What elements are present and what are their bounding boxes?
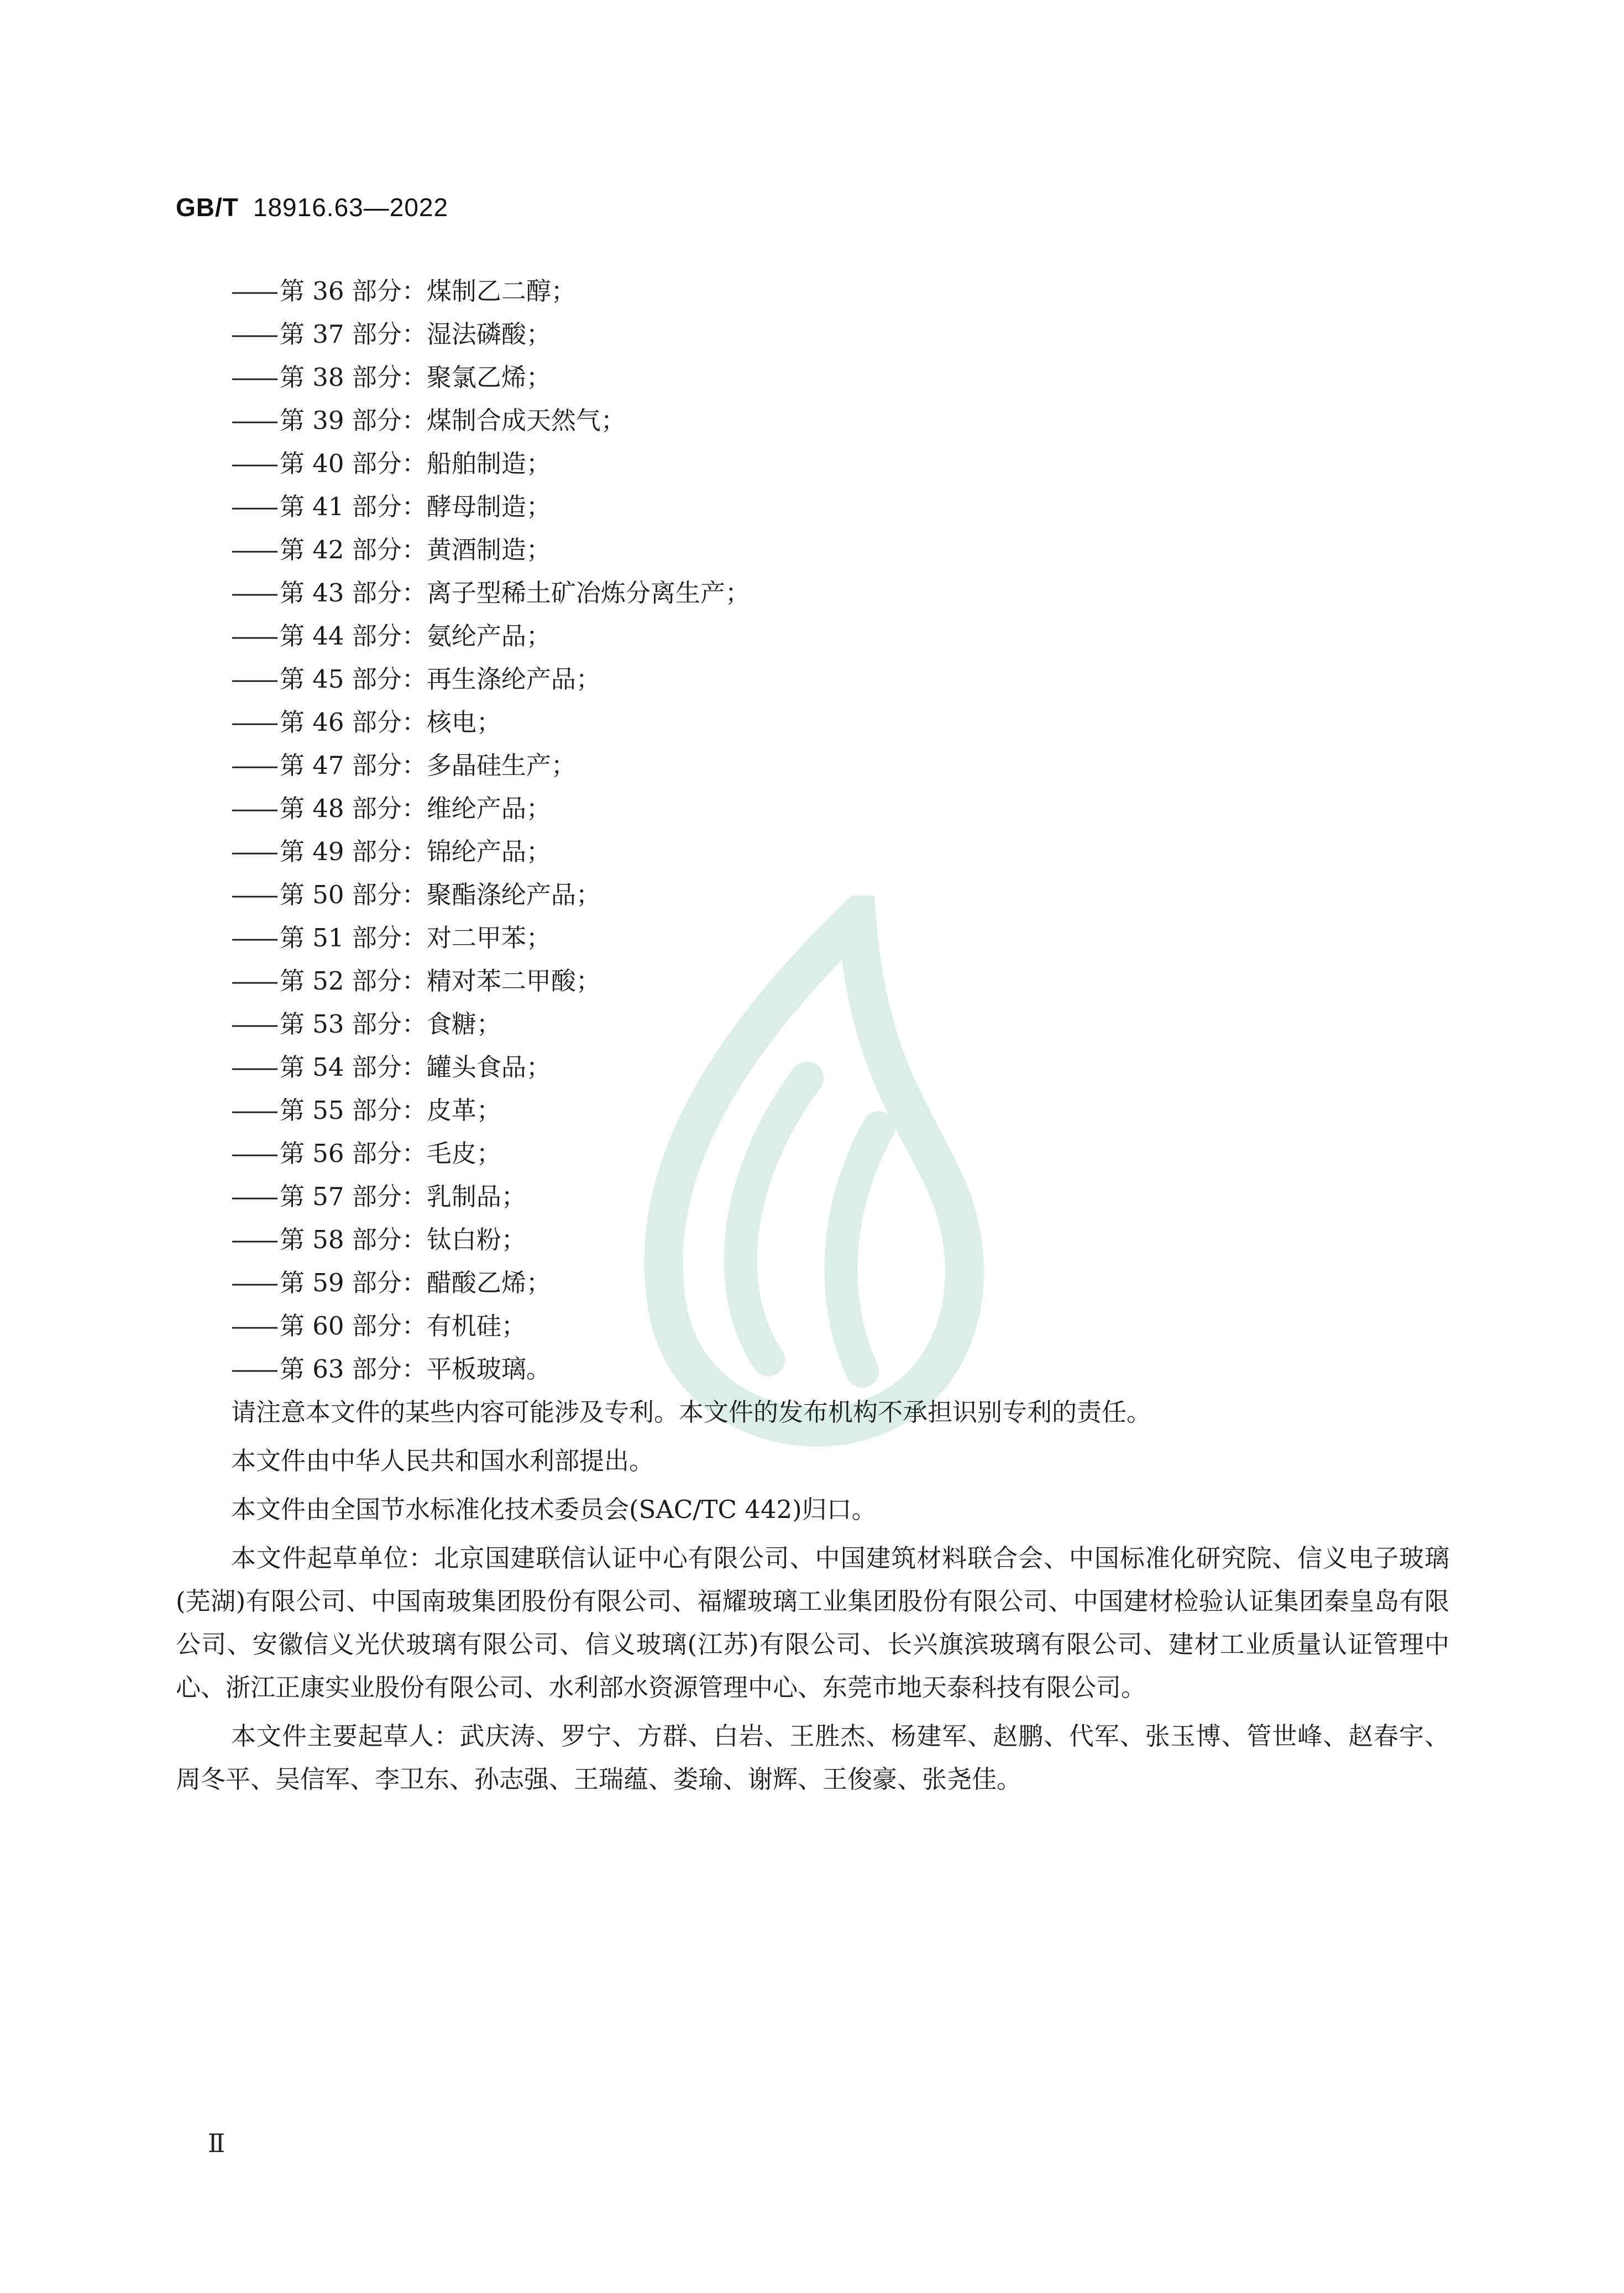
standard-number: 18916.63—2022: [253, 193, 449, 222]
watermark-inner-stroke: [841, 1128, 879, 1371]
list-item: —— 第 36 部分：煤制乙二醇；: [231, 276, 576, 306]
list-item: —— 第 37 部分：湿法磷酸；: [231, 320, 551, 349]
drafting-units: 本文件起草单位：北京国建联信认证中心有限公司、中国建筑材料联合会、中国标准化研究院、信义电子玻璃(芜湖)有限公司、中国南玻集团股份有限公司、福耀玻璃工业集团股份有限公司、中国建材检验认证集团秦皇岛有限公司、安徽信义光伏玻璃有限公司、信义玻璃(江苏)有限公司、长兴旗滨玻璃有限公司、建材工业质量认证管理中心、浙江正康实业股份有限公司、水利部水资源管理中心、东莞市地天泰科技有限公司。: [176, 1543, 1449, 1702]
list-item: —— 第 39 部分：煤制合成天然气；: [231, 406, 626, 435]
list-item: —— 第 60 部分：有机硅；: [231, 1311, 526, 1341]
watermark-middle-stroke: [741, 1078, 807, 1360]
committee-statement: 本文件由全国节水标准化技术委员会(SAC/TC 442)归口。: [231, 1495, 877, 1524]
list-item: —— 第 55 部分：皮革；: [231, 1096, 501, 1125]
list-item: —— 第 59 部分：醋酸乙烯；: [231, 1268, 551, 1297]
parts-list: [231, 270, 750, 1391]
list-item: —— 第 51 部分：对二甲苯；: [231, 923, 551, 952]
list-item: —— 第 49 部分：锦纶产品；: [231, 837, 551, 866]
list-item: —— 第 52 部分：精对苯二甲酸；: [231, 966, 601, 996]
standard-code: GB/T: [176, 193, 239, 222]
body-paragraphs: [176, 1391, 1449, 1801]
list-item: —— 第 50 部分：聚酯涤纶产品；: [231, 880, 601, 909]
patent-notice: 请注意本文件的某些内容可能涉及专利。本文件的发布机构不承担识别专利的责任。: [231, 1397, 1152, 1427]
list-item: —— 第 47 部分：多晶硅生产；: [231, 751, 576, 780]
list-item: —— 第 40 部分：船舶制造；: [231, 449, 551, 478]
list-item: —— 第 56 部分：毛皮；: [231, 1139, 501, 1168]
list-item: —— 第 63 部分：平板玻璃。: [231, 1354, 551, 1384]
list-item: —— 第 45 部分：再生涤纶产品；: [231, 664, 601, 694]
list-item: —— 第 46 部分：核电；: [231, 708, 501, 737]
proposer-statement: 本文件由中华人民共和国水利部提出。: [231, 1446, 654, 1475]
list-item: —— 第 41 部分：酵母制造；: [231, 492, 551, 521]
list-item: —— 第 53 部分：食糖；: [231, 1009, 501, 1039]
list-item: —— 第 48 部分：维纶产品；: [231, 794, 551, 823]
main-drafters: 本文件主要起草人：武庆涛、罗宁、方群、白岩、王胜杰、杨建军、赵鹏、代军、张玉博、管世峰、赵春宇、周冬平、吴信军、李卫东、孙志强、王瑞蕴、娄瑜、谢辉、王俊豪、张尧佳。: [176, 1721, 1449, 1794]
list-item: —— 第 57 部分：乳制品；: [231, 1182, 526, 1211]
list-item: —— 第 54 部分：罐头食品；: [231, 1053, 551, 1082]
list-item: —— 第 42 部分：黄酒制造；: [231, 535, 551, 564]
list-item: —— 第 43 部分：离子型稀土矿冶炼分离生产；: [231, 578, 750, 608]
page-number: Ⅱ: [208, 2128, 226, 2158]
list-item: —— 第 44 部分：氨纶产品；: [231, 621, 551, 651]
list-item: —— 第 38 部分：聚氯乙烯；: [231, 363, 551, 392]
list-item: —— 第 58 部分：钛白粉；: [231, 1225, 526, 1254]
document-header: [176, 192, 448, 222]
